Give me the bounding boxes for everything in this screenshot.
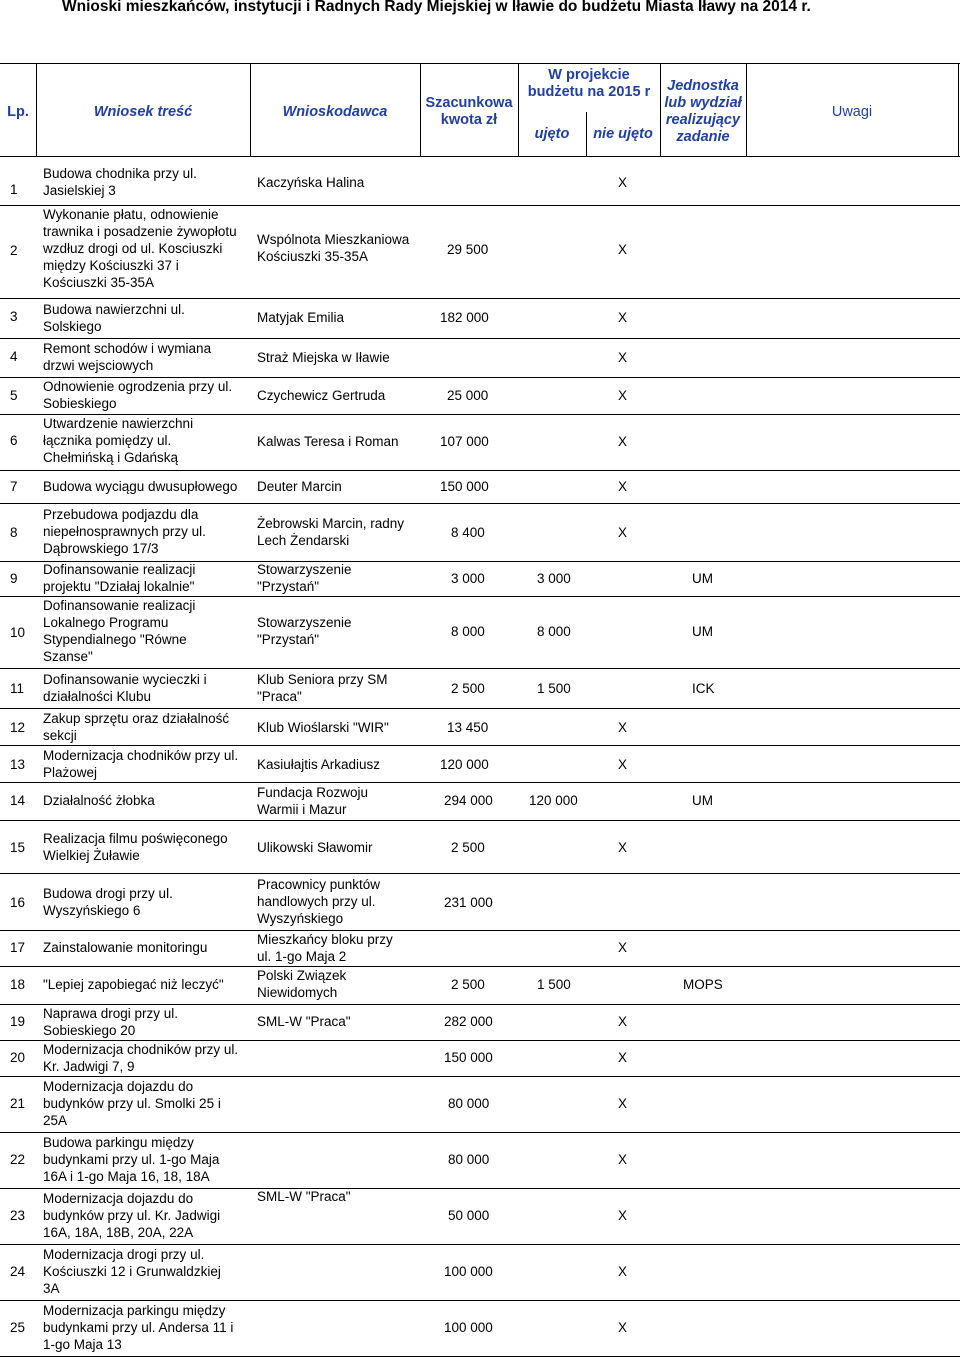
lp-cell: 12 [10,720,26,735]
kwota-cell: 100 000 [444,1320,493,1335]
tresc-cell: Budowa wyciągu dwusupłowego [43,479,238,494]
row-line [0,1076,960,1077]
lp-cell: 8 [10,525,18,540]
kwota-cell: 80 000 [448,1096,490,1111]
tresc-cell: Budowa parkingu między budynkami przy ul. 1-go Maja 16A i 1-go Maja 16, 18, 18A [43,1135,220,1184]
lp-cell: 19 [10,1014,26,1029]
row-line [0,1300,960,1301]
kwota-cell: 2 500 [451,840,485,855]
lp-cell: 11 [10,681,25,696]
tresc-cell: Dofinansowanie realizacji Lokalnego Programu Stypendialnego "Równe Szanse" [43,598,196,664]
wnioskodawca-cell: Kaczyńska Halina [257,175,365,190]
kwota-cell: 3 000 [451,571,485,586]
kwota-cell: 231 000 [444,895,493,910]
kwota-cell: 182 000 [440,310,489,325]
nie-ujeto-cell: X [618,242,628,257]
tresc-cell: Dofinansowanie realizacji projektu "Działaj lokalnie" [43,562,196,594]
row-line [0,503,960,504]
row-line [0,873,960,874]
lp-cell: 9 [10,571,18,586]
tresc-cell: "Lepiej zapobiegać niż leczyć" [43,977,224,992]
kwota-cell: 13 450 [447,720,489,735]
kwota-cell: 29 500 [447,242,489,257]
kwota-cell: 282 000 [444,1014,493,1029]
wnioskodawca-cell: Mieszkańcy bloku przy ul. 1-go Maja 2 [257,932,393,964]
lp-cell: 6 [10,433,18,448]
lp-cell: 23 [10,1208,26,1223]
row-line [0,1244,960,1245]
lp-cell: 16 [10,895,26,910]
lp-cell: 18 [10,977,26,992]
header-bottom-line [0,156,960,157]
wnioskodawca-cell: Kasiułajtis Arkadiusz [257,757,381,772]
header-top-line [0,63,960,64]
header-ujeto: ujęto [534,126,570,142]
nie-ujeto-cell: X [618,1014,628,1029]
nie-ujeto-cell: X [618,1320,628,1335]
nie-ujeto-cell: X [618,940,628,955]
lp-cell: 24 [10,1264,26,1279]
lp-cell: 17 [10,940,26,955]
tresc-cell: Działalność żłobka [43,793,155,808]
kwota-cell: 150 000 [444,1050,493,1065]
wnioskodawca-cell: Czychewicz Gertruda [257,388,386,403]
ujeto-cell: 1 500 [537,681,571,696]
tresc-cell: Budowa chodnika przy ul. Jasielskiej 3 [43,166,197,198]
row-line [0,708,960,709]
tresc-cell: Modernizacja drogi przy ul. Kościuszki 12 i Grunwaldzkiej 3A [43,1247,221,1296]
ujeto-cell: 1 500 [537,977,571,992]
tresc-cell: Zainstalowanie monitoringu [43,940,208,955]
tresc-cell: Modernizacja chodników przy ul. Plażowej [43,748,239,780]
nie-ujeto-cell: X [618,350,628,365]
nie-ujeto-cell: X [618,1096,628,1111]
row-line [0,1132,960,1133]
tresc-cell: Modernizacja dojazdu do budynków przy ul. Kr. Jadwigi 16A, 18A, 18B, 20A, 22A [43,1191,221,1240]
nie-ujeto-cell: X [618,720,628,735]
nie-ujeto-cell: X [618,840,628,855]
tresc-cell: Modernizacja chodników przy ul. Kr. Jadwigi 7, 9 [43,1042,239,1074]
tresc-cell: Przebudowa podjazdu dla niepełnosprawnych przy ul. Dąbrowskiego 17/3 [43,507,206,556]
jednostka-cell: UM [692,571,713,586]
lp-cell: 15 [10,840,26,855]
tresc-cell: Budowa drogi przy ul. Wyszyńskiego 6 [43,886,173,918]
wnioskodawca-cell: Matyjak Emilia [257,310,345,325]
tresc-cell: Dofinansowanie wycieczki i działalności Klubu [43,672,207,704]
kwota-cell: 120 000 [440,757,489,772]
lp-cell: 20 [10,1050,26,1065]
lp-cell: 13 [10,757,26,772]
wnioskodawca-cell: Stowarzyszenie "Przystań" [257,562,352,594]
header-kwota: Szacunkowa kwota zł [425,95,513,128]
lp-cell: 7 [10,479,18,494]
ujeto-cell: 120 000 [529,793,578,808]
kwota-cell: 150 000 [440,479,489,494]
lp-cell: 3 [10,309,18,324]
row-line [0,1188,960,1189]
row-line [0,782,960,783]
lp-cell: 10 [10,625,26,640]
kwota-cell: 107 000 [440,434,489,449]
tresc-cell: Realizacja filmu poświęconego Wielkiej Żuławie [43,831,228,863]
kwota-cell: 2 500 [451,681,485,696]
header-lp: Lp. [7,104,29,120]
wnioskodawca-cell: Klub Wioślarski "WIR" [257,720,389,735]
row-line [0,298,960,299]
kwota-cell: 100 000 [444,1264,493,1279]
jednostka-cell: UM [692,624,713,639]
row-line [0,966,960,967]
tresc-cell: Modernizacja parkingu między budynkami przy ul. Andersa 11 i 1-go Maja 13 [43,1303,234,1352]
tresc-cell: Naprawa drogi przy ul. Sobieskiego 20 [43,1006,179,1038]
tresc-cell: Modernizacja dojazdu do budynków przy ul. Smolki 25 i 25A [43,1079,221,1128]
header-uwagi: Uwagi [831,104,873,120]
wnioskodawca-cell: Pracownicy punktów handlowych przy ul. Wyszyńskiego [257,877,381,926]
nie-ujeto-cell: X [618,1050,628,1065]
header-divider [958,63,959,156]
wnioskodawca-cell: Fundacja Rozwoju Warmii i Mazur [257,785,369,817]
header-nie-ujeto: nie ujęto [593,126,653,142]
jednostka-cell: ICK [692,681,715,696]
nie-ujeto-cell: X [618,1152,628,1167]
lp-cell: 21 [10,1096,26,1111]
kwota-cell: 2 500 [451,977,485,992]
lp-cell: 2 [10,243,18,258]
header-wnioskodawca: Wnioskodawca [282,104,388,120]
kwota-cell: 294 000 [444,793,493,808]
kwota-cell: 80 000 [448,1152,490,1167]
nie-ujeto-cell: X [618,525,628,540]
lp-cell: 4 [10,349,18,364]
wnioskodawca-cell: Kalwas Teresa i Roman [257,434,399,449]
kwota-cell: 8 000 [451,624,485,639]
nie-ujeto-cell: X [618,479,628,494]
page-title: Wnioski mieszkańców, instytucji i Radnych Rady Miejskiej w Iławie do budżetu Miasta Iławy na 2014 r. [62,0,811,15]
tresc-cell: Remont schodów i wymiana drzwi wejsciowych [43,341,212,373]
wnioskodawca-cell: Straż Miejska w Iławie [257,350,390,365]
header-tresc: Wniosek treść [93,104,193,120]
row-line [0,668,960,669]
nie-ujeto-cell: X [618,757,628,772]
kwota-cell: 25 000 [447,388,489,403]
row-line [0,1356,960,1357]
wnioskodawca-cell: Stowarzyszenie "Przystań" [257,615,352,647]
nie-ujeto-cell: X [618,1264,628,1279]
wnioskodawca-cell: Ulikowski Sławomir [257,840,373,855]
ujeto-cell: 8 000 [537,624,571,639]
tresc-cell: Odnowienie ogrodzenia przy ul. Sobieskiego [43,379,233,411]
row-line [0,745,960,746]
jednostka-cell: UM [692,793,713,808]
tresc-cell: Budowa nawierzchni ul. Solskiego [43,302,185,334]
tresc-cell: Utwardzenie nawierzchni łącznika pomiędzy ul. Chełmińską i Gdańską [43,416,194,465]
kwota-cell: 50 000 [448,1208,490,1223]
nie-ujeto-cell: X [618,175,628,190]
kwota-cell: 8 400 [451,525,485,540]
header-projekt: W projekcie budżetu na 2015 r [527,67,651,100]
wnioskodawca-cell: SML-W "Praca" [257,1189,351,1204]
wnioskodawca-cell: Wspólnota Mieszkaniowa Kościuszki 35-35A [257,232,410,264]
wnioskodawca-cell: Klub Seniora przy SM "Praca" [257,672,388,704]
row-line [0,930,960,931]
row-line [0,338,960,339]
nie-ujeto-cell: X [618,388,628,403]
lp-cell: 22 [10,1152,26,1167]
row-line [0,820,960,821]
lp-cell: 1 [10,182,18,197]
wnioskodawca-cell: Polski Związek Niewidomych [257,968,347,1000]
row-line [0,470,960,471]
wnioskodawca-cell: Żebrowski Marcin, radny Lech Żendarski [257,516,405,548]
lp-cell: 5 [10,388,18,403]
wnioskodawca-cell: Deuter Marcin [257,479,342,494]
jednostka-cell: MOPS [683,977,723,992]
nie-ujeto-cell: X [618,434,628,449]
tresc-cell: Wykonanie płatu, odnowienie trawnika i posadzenie żywopłotu wzdłuz drogi od ul. Kosciuszki między Kościuszki 37 i Kościuszki 35-35A [43,207,237,290]
header-jednostka: Jednostka lub wydział realizujący zadanie [664,78,742,145]
nie-ujeto-cell: X [618,1208,628,1223]
wnioskodawca-cell: SML-W "Praca" [257,1014,351,1029]
lp-cell: 14 [10,793,26,808]
lp-cell: 25 [10,1320,26,1335]
tresc-cell: Zakup sprzętu oraz działalność sekcji [43,711,230,743]
ujeto-cell: 3 000 [537,571,571,586]
nie-ujeto-cell: X [618,310,628,325]
